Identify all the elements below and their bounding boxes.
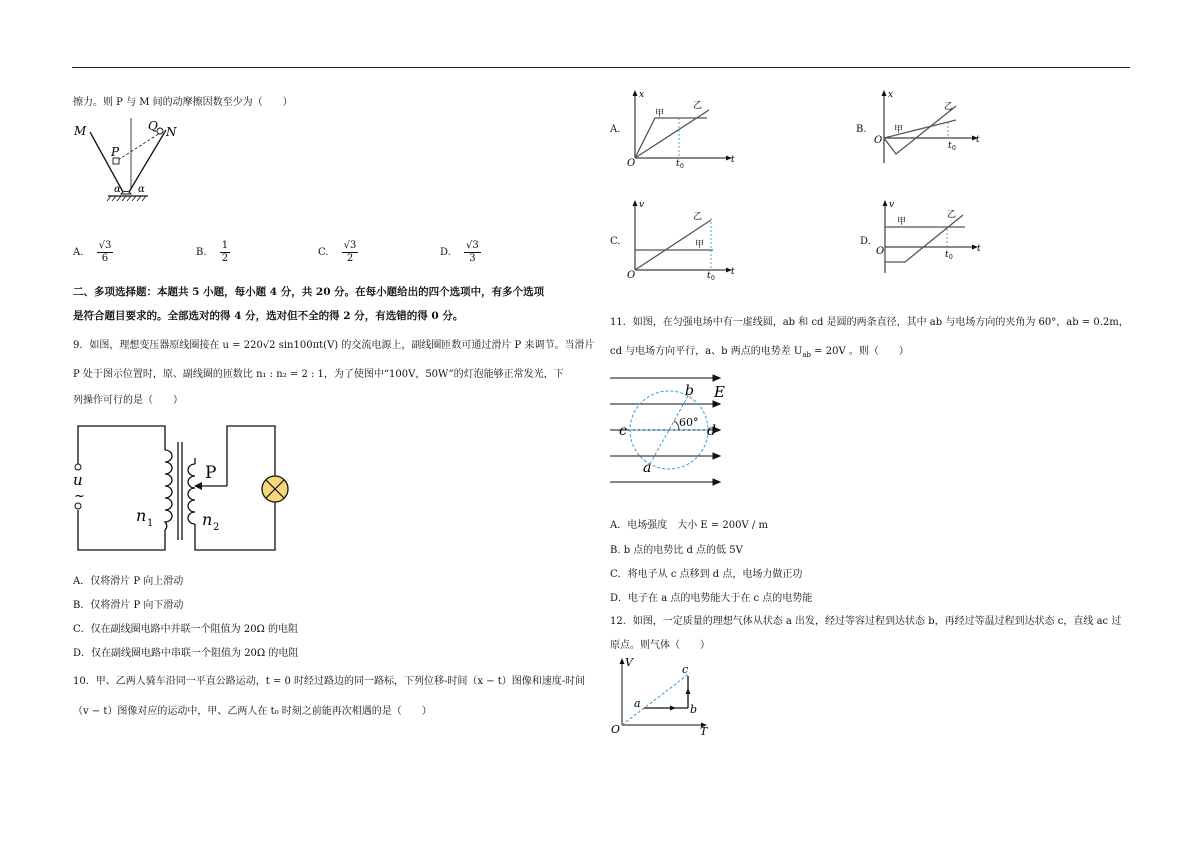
q8-option-d[interactable]: D. $\frac{√3}{3}$	[440, 240, 479, 264]
header-rule	[72, 67, 1130, 68]
q8-label-alpha-left: α	[114, 184, 121, 195]
q12-label-b: b	[690, 703, 698, 716]
svg-text:甲: 甲	[897, 217, 907, 227]
q8-option-c[interactable]: C. $\frac{√3}{2}$	[318, 240, 357, 264]
q11-option-c[interactable]: C．将电子从 c 点移到 d 点，电场力做正功	[610, 569, 803, 580]
q8-label-M: M	[74, 124, 87, 138]
q12-label-c: c	[682, 663, 689, 676]
q9-label-n2: n	[202, 510, 213, 529]
q12-line2: 原点。则气体（ ）	[610, 640, 710, 651]
q11-line2: cd 与电场方向平行，a、b 两点的电势差 $U_{ab} = 20V$ 。则（ ）	[610, 346, 909, 359]
q9-line1: 9．如图，理想变压器原线圈接在 u = 220√2 sin100πt(V) 的交流电源上，副线圈匝数可通过滑片 P 来调节。当滑片	[73, 340, 595, 351]
q11-label-E: E	[714, 383, 725, 401]
svg-text:O: O	[874, 135, 883, 146]
svg-text:乙: 乙	[693, 101, 703, 111]
svg-text:t: t	[977, 244, 981, 254]
q10-graph-c-letter[interactable]: C.	[610, 236, 621, 247]
q9-line3: 列操作可行的是（ ）	[73, 395, 183, 406]
q11-option-d[interactable]: D．电子在 a 点的电势能大于在 c 点的电势能	[610, 593, 813, 604]
svg-text:乙: 乙	[944, 102, 954, 112]
q8-label-Q: Q	[148, 119, 158, 133]
q10-graph-d-letter[interactable]: D.	[860, 236, 871, 247]
q11-label-a: a	[643, 460, 652, 476]
q11-label-d: d	[707, 423, 716, 439]
q11-label-b: b	[685, 383, 694, 399]
q9-option-c[interactable]: C．仅在副线圈电路中并联一个阻值为 20Ω 的电阻	[73, 624, 299, 635]
q12-label-O: O	[611, 723, 621, 736]
svg-text:0: 0	[711, 275, 715, 280]
svg-text:甲: 甲	[695, 240, 705, 250]
svg-text:O: O	[627, 158, 636, 168]
q10-graph-b	[872, 88, 987, 168]
q12-label-T: T	[700, 725, 708, 737]
q9-label-n2-sub: 2	[213, 522, 220, 533]
section2-heading-line1: 二、多项选择题：本题共 5 小题，每小题 4 分，共 20 分。在每小题给出的四个选项中，有多个选项	[73, 286, 545, 298]
section2-heading-line2: 是符合题目要求的。全部选对的得 4 分，选对但不全的得 2 分，有选错的得 0 分。	[73, 310, 464, 322]
q11-label-c: c	[619, 423, 627, 439]
svg-text:O: O	[876, 246, 885, 257]
svg-text:甲: 甲	[894, 125, 904, 135]
svg-text:t: t	[731, 155, 735, 165]
q9-label-P: P	[205, 463, 217, 483]
svg-text:v: v	[639, 200, 645, 210]
q12-vt-figure	[608, 655, 718, 737]
svg-text:t: t	[948, 141, 952, 151]
q11-field-figure	[608, 370, 738, 490]
q10-graph-a-letter[interactable]: A.	[610, 124, 621, 135]
q10-graph-b-letter[interactable]: B.	[856, 124, 867, 135]
q10-graph-a	[625, 88, 740, 168]
q8-option-a[interactable]: A. $\frac{√3}{6}$	[73, 240, 112, 264]
q8-figure	[68, 118, 188, 206]
q9-option-b[interactable]: B．仅将滑片 P 向下滑动	[73, 600, 184, 611]
q10-line2: （v − t）图像对应的运动中，甲、乙两人在 t₀ 时刻之前能再次相遇的是（ ）	[73, 706, 432, 717]
svg-text:0: 0	[952, 145, 956, 152]
q12-label-a: a	[634, 697, 641, 710]
svg-text:t: t	[707, 271, 711, 280]
q11-label-angle: 60°	[679, 416, 699, 429]
q9-transformer-figure	[70, 420, 295, 555]
q11-option-a[interactable]: A．电场强度 大小 E = 200V / m	[610, 520, 768, 531]
svg-text:乙: 乙	[693, 212, 703, 222]
q12-label-V: V	[625, 656, 633, 669]
q11-option-b[interactable]: B. b 点的电势比 d 点的低 5V	[610, 545, 743, 556]
q9-label-tilde: ~	[74, 489, 85, 504]
q9-label-n1-sub: 1	[147, 518, 154, 529]
q9-option-a[interactable]: A．仅将滑片 P 向上滑动	[73, 576, 184, 587]
q10-graph-c	[625, 198, 740, 280]
q10-graph-d	[875, 198, 990, 280]
svg-text:t: t	[676, 159, 680, 168]
svg-text:乙: 乙	[947, 210, 957, 220]
q9-label-u: u	[73, 471, 83, 489]
q8-option-b[interactable]: B. $\frac{1}{2}$	[196, 240, 229, 264]
svg-text:x: x	[639, 90, 645, 100]
svg-text:t: t	[731, 267, 735, 277]
svg-text:0: 0	[680, 163, 684, 168]
svg-text:t: t	[945, 250, 949, 260]
q10-line1: 10．甲、乙两人骑车沿同一平直公路运动，t = 0 时经过路边的同一路标，下列位移-时间（x − t）图像和速度-时间	[73, 676, 586, 687]
svg-text:x: x	[888, 90, 894, 100]
svg-text:0: 0	[949, 254, 953, 261]
q9-option-d[interactable]: D．仅在副线圈电路中串联一个阻值为 20Ω 的电阻	[73, 648, 299, 659]
svg-text:O: O	[627, 270, 636, 280]
q11-line1: 11．如图，在匀强电场中有一虚线圆，ab 和 cd 是圆的两条直径，其中 ab 与电场方向的夹角为 60°，ab = 0.2m，	[610, 317, 1129, 328]
q8-text: 擦力。则 P 与 M 间的动摩擦因数至少为（ ）	[73, 97, 293, 108]
q8-label-P: P	[111, 145, 120, 159]
q8-label-alpha-right: α	[138, 184, 145, 195]
q9-line2: P 处于图示位置时，原、副线圈的匝数比 n₁ : n₂ = 2 : 1，为了使图中“100V，50W”的灯泡能够正常发光，下	[73, 369, 564, 380]
svg-text:甲: 甲	[655, 109, 665, 119]
svg-text:t: t	[976, 135, 980, 145]
svg-text:v: v	[889, 200, 895, 210]
q9-label-n1: n	[136, 506, 147, 525]
q12-line1: 12．如图，一定质量的理想气体从状态 a 出发，经过等容过程到达状态 b，再经过等温过程到达状态 c，直线 ac 过	[610, 616, 1122, 627]
q8-label-N: N	[166, 125, 177, 139]
